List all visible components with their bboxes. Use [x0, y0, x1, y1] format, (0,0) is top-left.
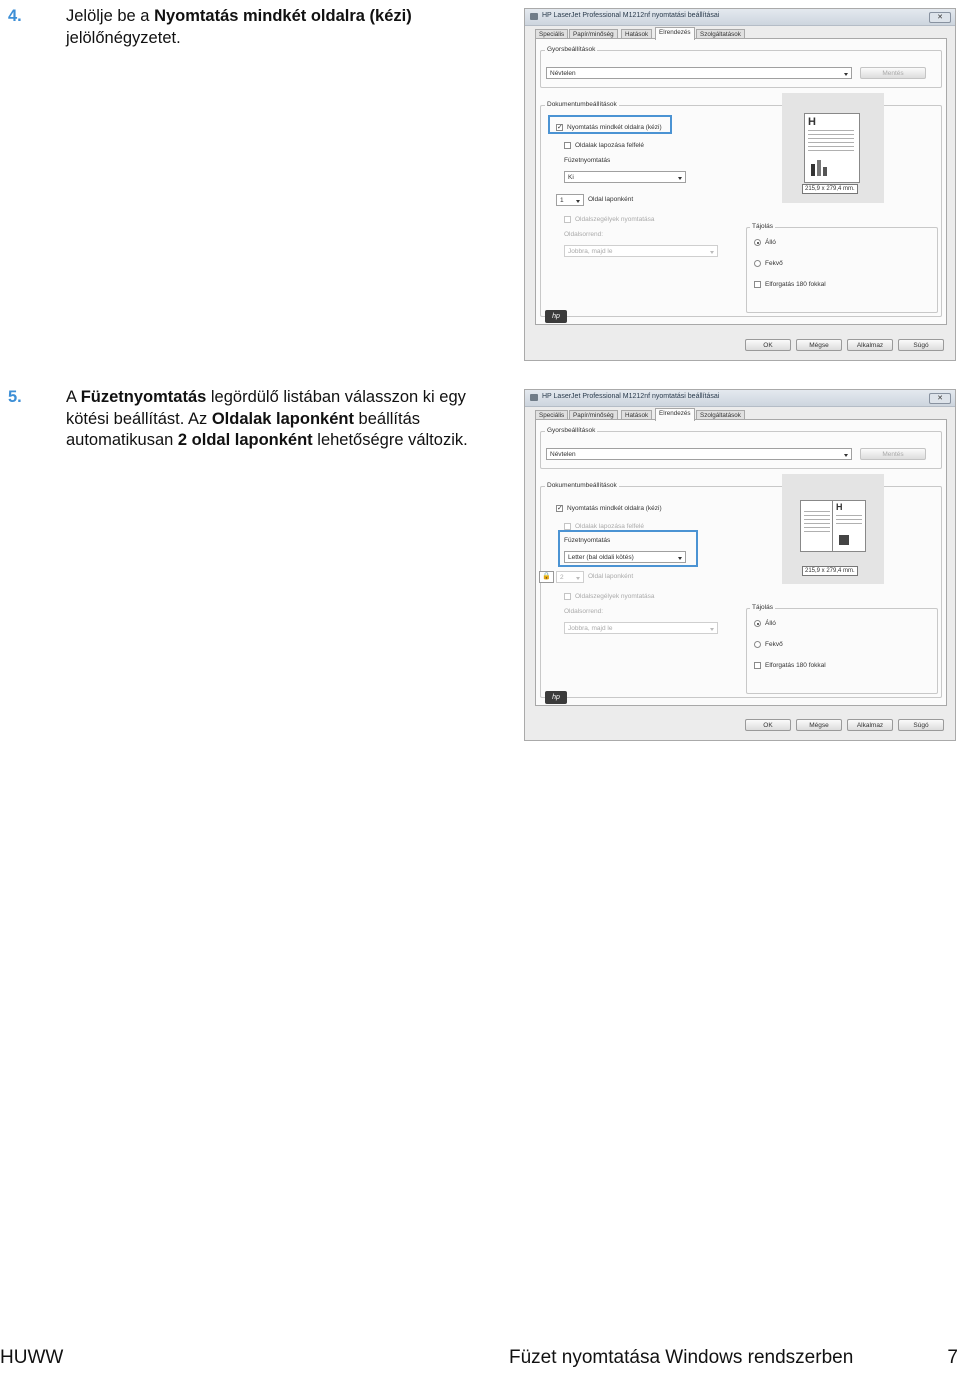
preview-sheet [800, 500, 866, 552]
text-line [808, 130, 854, 131]
apply-button[interactable]: Alkalmaz [847, 719, 893, 731]
duplex-checkbox[interactable]: ✓ Nyomtatás mindkét oldalra (kézi) [557, 505, 662, 512]
text-line [804, 523, 830, 524]
lock-icon: 🔒 [539, 571, 554, 583]
page-borders-checkbox[interactable]: Oldalszegélyek nyomtatása [564, 592, 655, 601]
save-button[interactable]: Mentés [860, 448, 926, 460]
bar-glyph [823, 167, 827, 176]
title-bar [525, 9, 955, 26]
step-5 [8, 387, 508, 452]
pages-per-sheet-label: Oldal laponként [588, 573, 634, 580]
flip-pages-checkbox[interactable]: Oldalak lapozása felfelé [564, 141, 644, 150]
close-button[interactable]: ✕ [929, 393, 951, 404]
document-settings-label: Dokumentumbeállítások [547, 101, 617, 108]
chevron-down-icon [710, 251, 714, 254]
tab-paper-quality[interactable]: Papír/minőség [569, 410, 618, 421]
preview-sheet [804, 113, 860, 183]
step-number: 4. [8, 7, 22, 25]
step-4 [8, 6, 508, 49]
tab-advanced[interactable]: Speciális [535, 410, 568, 421]
tab-effects[interactable]: Hatások [621, 410, 652, 421]
page-preview [782, 93, 884, 203]
tab-effects[interactable]: Hatások [621, 29, 652, 40]
page-order-label: Oldalsorrend: [564, 608, 604, 615]
cancel-button[interactable]: Mégse [796, 719, 842, 731]
chevron-down-icon [576, 577, 580, 580]
duplex-checkbox[interactable]: ✓ Nyomtatás mindkét oldalra (kézi) [557, 124, 662, 131]
landscape-radio[interactable]: Fekvő [754, 640, 783, 649]
paper-size-label: 215,9 x 279,4 mm. [802, 566, 858, 576]
chevron-down-icon [576, 200, 580, 203]
quick-settings-select[interactable]: Névtelen [546, 448, 852, 460]
printer-icon [530, 394, 538, 401]
text-line [804, 519, 830, 520]
page-number: 7 [947, 1347, 958, 1368]
portrait-radio[interactable]: Álló [754, 238, 776, 247]
tab-layout[interactable]: Elrendezés [655, 408, 695, 421]
title-bar [525, 390, 955, 407]
ok-button[interactable]: OK [745, 339, 791, 351]
booklet-select[interactable]: Letter (bal oldali kötés) [564, 551, 686, 563]
hp-logo: hp [545, 691, 567, 704]
text-line [836, 515, 862, 516]
document-settings-label: Dokumentumbeállítások [547, 482, 617, 489]
save-button[interactable]: Mentés [860, 67, 926, 79]
text-line [808, 138, 854, 139]
bar-glyph [817, 160, 821, 176]
paper-size-label: 215,9 x 279,4 mm. [802, 184, 858, 194]
tab-services[interactable]: Szolgáltatások [696, 410, 745, 421]
rotate-checkbox[interactable]: Elforgatás 180 fokkal [754, 661, 826, 670]
tab-panel [535, 38, 947, 325]
quick-settings-label: Gyorsbeállítások [547, 427, 596, 434]
text-line [804, 531, 830, 532]
quick-settings-label: Gyorsbeállítások [547, 46, 596, 53]
printer-icon [530, 13, 538, 20]
close-button[interactable]: ✕ [929, 12, 951, 23]
booklet-label: Füzetnyomtatás [564, 537, 611, 544]
page-order-select[interactable]: Jobbra, majd le [564, 245, 718, 257]
text-line [808, 150, 854, 151]
text-line [808, 134, 854, 135]
page-preview [782, 474, 884, 584]
cancel-button[interactable]: Mégse [796, 339, 842, 351]
help-button[interactable]: Súgó [898, 339, 944, 351]
text-line [804, 511, 830, 512]
portrait-radio[interactable]: Álló [754, 619, 776, 628]
preview-heading-glyph: H [808, 116, 816, 128]
landscape-radio[interactable]: Fekvő [754, 259, 783, 268]
checkbox-checked-icon: ✓ [557, 505, 563, 512]
step-text: A Füzetnyomtatás legördülő listában válasszon ki egy kötési beállítást. Az Oldalak laponként beállítás automatikusan 2 oldal laponként lehetőségre változik. [66, 388, 468, 449]
text-line [808, 142, 854, 143]
chevron-down-icon [678, 177, 682, 180]
quick-settings-select[interactable]: Névtelen [546, 67, 852, 79]
text-line [804, 527, 830, 528]
checkbox-checked-icon: ✓ [557, 124, 563, 131]
step-text: Jelölje be a Nyomtatás mindkét oldalra (kézi) jelölőnégyzetet. [66, 7, 412, 47]
hp-logo: hp [545, 310, 567, 323]
chevron-down-icon [844, 454, 848, 457]
chevron-down-icon [844, 73, 848, 76]
orientation-label: Tájolás [752, 223, 773, 230]
footer-left: HUWW [0, 1347, 64, 1368]
footer-section-title: Füzet nyomtatása Windows rendszerben [509, 1347, 854, 1368]
preview-heading-glyph: H [836, 502, 843, 512]
chevron-down-icon [710, 628, 714, 631]
bar-glyph [811, 164, 815, 176]
step-number: 5. [8, 388, 22, 406]
pages-per-sheet-select[interactable]: 2 [556, 571, 584, 583]
ok-button[interactable]: OK [745, 719, 791, 731]
rotate-checkbox[interactable]: Elforgatás 180 fokkal [754, 280, 826, 289]
tab-services[interactable]: Szolgáltatások [696, 29, 745, 40]
print-settings-dialog-1 [524, 8, 956, 361]
text-line [836, 519, 862, 520]
tab-layout[interactable]: Elrendezés [655, 27, 695, 40]
tab-advanced[interactable]: Speciális [535, 29, 568, 40]
pages-per-sheet-label: Oldal laponként [588, 196, 634, 203]
help-button[interactable]: Súgó [898, 719, 944, 731]
text-line [808, 146, 854, 147]
image-glyph [839, 535, 849, 545]
booklet-select[interactable]: Ki [564, 171, 686, 183]
tab-panel [535, 419, 947, 706]
page-order-label: Oldalsorrend: [564, 231, 604, 238]
tab-paper-quality[interactable]: Papír/minőség [569, 29, 618, 40]
booklet-label: Füzetnyomtatás [564, 157, 611, 164]
text-line [836, 523, 862, 524]
flip-pages-checkbox[interactable]: Oldalak lapozása felfelé [564, 522, 644, 531]
dialog-title: HP LaserJet Professional M1212nf nyomtatási beállításai [542, 393, 720, 400]
page-borders-checkbox[interactable]: Oldalszegélyek nyomtatása [564, 215, 655, 224]
pages-per-sheet-select[interactable]: 1 [556, 194, 584, 206]
text-line [804, 515, 830, 516]
dialog-title: HP LaserJet Professional M1212nf nyomtatási beállításai [542, 12, 720, 19]
highlight-box [558, 530, 698, 567]
print-settings-dialog-2 [524, 389, 956, 741]
orientation-label: Tájolás [752, 604, 773, 611]
fold-line [832, 501, 833, 551]
page-order-select[interactable]: Jobbra, majd le [564, 622, 718, 634]
highlight-box [548, 115, 672, 134]
apply-button[interactable]: Alkalmaz [847, 339, 893, 351]
